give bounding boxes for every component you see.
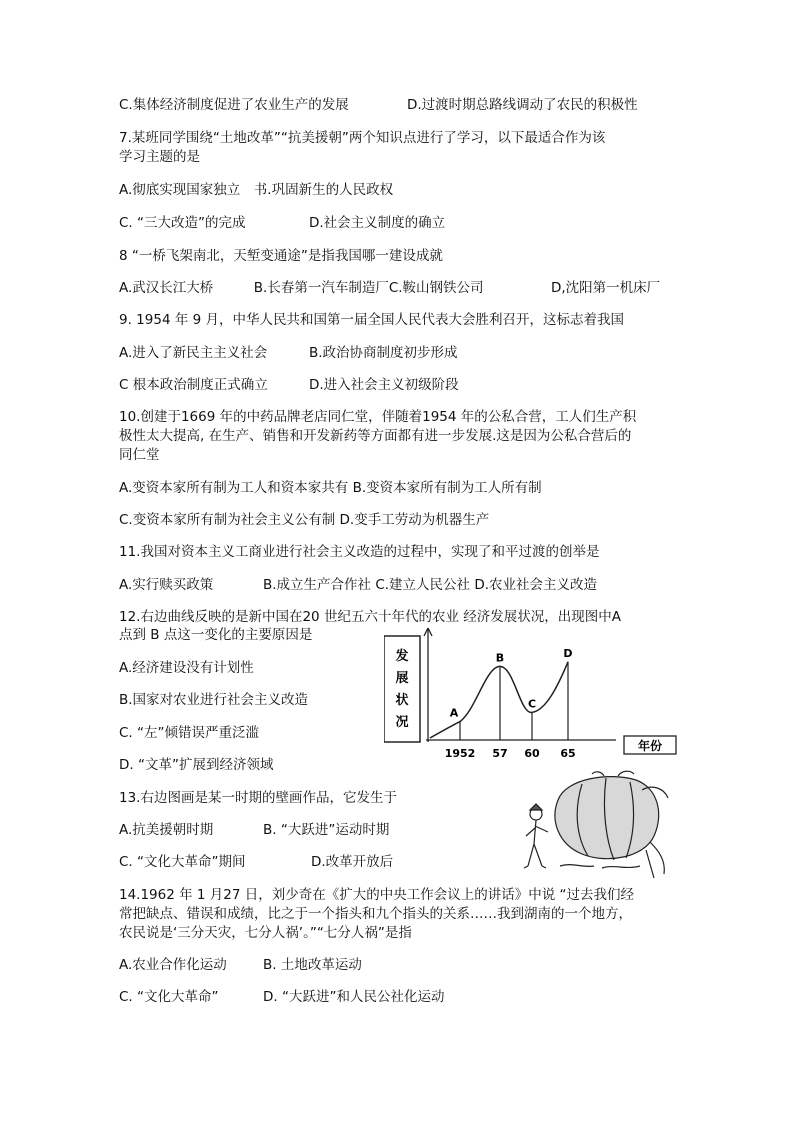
q11-options xyxy=(119,576,598,594)
q8-stem: 8 “一桥飞架南北，天堑变通途”是指我国哪一建设成就 xyxy=(119,248,443,264)
q14-options-cd xyxy=(119,988,445,1006)
tick-label-1952: 1952 xyxy=(444,747,476,760)
ylabel-char-2: 展 xyxy=(395,671,409,686)
q13-options-ab xyxy=(119,821,390,839)
chart-marks xyxy=(445,647,576,760)
farmer-hat xyxy=(530,804,542,810)
q12-stem: 12.右边曲线反映的是新中国在20 世纪五六十年代的农业 经济发展状况，出现图中A xyxy=(119,609,621,625)
q6-options-cd xyxy=(119,96,638,114)
q14-stem-end: 农民说是‘三分天灾，七分人祸’。”“七分人祸”是指 xyxy=(119,925,412,941)
q9-stem: 9. 1954 年 9 月，中华人民共和国第一届全国人民代表大会胜利召开，这标志着我国 xyxy=(119,312,624,328)
point-label-c: C xyxy=(527,697,537,711)
q8-options-abc: A.武汉长江大桥 B.长春第一汽车制造厂C.鞍山钢铁公司 xyxy=(119,280,484,296)
q12-stem-cont: 点到 B 点这一变化的主要原因是 xyxy=(119,627,313,643)
q6-option-d: D.过渡时期总路线调动了农民的积极性 xyxy=(407,97,638,113)
pumpkin-stem-leaves xyxy=(592,771,634,776)
q14-option-d: D. “大跃进”和人民公社化运动 xyxy=(263,989,445,1005)
q9-option-b: B.政治协商制度初步形成 xyxy=(309,345,458,361)
q7-option-c: C. “三大改造”的完成 xyxy=(119,215,246,231)
q10-options-ab: A.变资本家所有制为工人和资本家共有 B.变资本家所有制为工人所有制 xyxy=(119,480,542,496)
q8-options xyxy=(119,279,661,297)
xlabel: 年份 xyxy=(637,739,663,753)
ylabel-char-4: 况 xyxy=(395,715,409,730)
q11-option-a: A.实行赎买政策 xyxy=(119,577,214,593)
development-curve xyxy=(430,662,568,738)
q13-option-b: B. “大跃进”运动时期 xyxy=(263,822,390,838)
q14-stem: 14.1962 年 1 月27 日，刘少奇在《扩大的中央工作会议上的讲话》中说 “过去我们经 xyxy=(119,887,635,903)
ylabel-char-3: 状 xyxy=(395,693,409,708)
tick-label-1965: 65 xyxy=(560,747,576,760)
q10-stem-end: 同仁堂 xyxy=(119,447,160,463)
q14-option-a: A.农业合作化运动 xyxy=(119,957,227,973)
q13-options-cd xyxy=(119,853,394,871)
ground-lines xyxy=(560,865,640,868)
q7-options-cd xyxy=(119,214,446,232)
q11-stem: 11.我国对资本主义工商业进行社会主义改造的过程中，实现了和平过渡的创举是 xyxy=(119,544,600,560)
q7-options-ab: A.彻底实现国家独立 书.巩固新生的人民政权 xyxy=(119,182,394,198)
q12-option-a: A.经济建设没有计划性 xyxy=(119,660,254,676)
tick-label-1960: 60 xyxy=(524,747,540,760)
q13-option-d: D.改革开放后 xyxy=(311,854,394,870)
farmer-body xyxy=(526,820,548,866)
q13-stem: 13.右边图画是某一时期的壁画作品，它发生于 xyxy=(119,790,397,806)
q10-stem-cont: 极性太大提高, 在生产、销售和开发新药等方面都有进一步发展.这是因为公私合营后的 xyxy=(119,428,632,444)
tick-label-1957: 57 xyxy=(492,747,508,760)
q8-option-d: D,沈阳第一机床厂 xyxy=(551,280,661,296)
q6-option-c: C.集体经济制度促进了农业生产的发展 xyxy=(119,97,349,113)
q9-option-a: A.进入了新民主主义社会 xyxy=(119,345,268,361)
point-label-a: A xyxy=(449,706,459,720)
q14-option-c: C. “文化大革命” xyxy=(119,989,219,1005)
mural-drawing xyxy=(522,770,672,882)
point-label-b: B xyxy=(495,651,505,665)
q9-options-ab xyxy=(119,344,458,362)
q11-options-bcd: B.成立生产合作社 C.建立人民公社 D.农业社会主义改造 xyxy=(263,577,598,593)
q9-options-cd xyxy=(119,376,459,394)
q10-options-cd: C.变资本家所有制为社会主义公有制 D.变手工劳动为机器生产 xyxy=(119,512,490,528)
q14-options-ab xyxy=(119,956,362,974)
q12-option-c: C. “左”倾错误严重泛滥 xyxy=(119,725,259,741)
q14-stem-cont: 常把缺点、错误和成绩，比之于一个指头和九个指头的关系……我到湖南的一个地方， xyxy=(119,906,632,922)
q9-option-d: D.进入社会主义初级阶段 xyxy=(309,377,459,393)
q13-option-a: A.抗美援朝时期 xyxy=(119,822,214,838)
farmer-feet xyxy=(524,866,546,868)
agriculture-development-chart xyxy=(384,626,680,764)
q14-option-b: B. 土地改革运动 xyxy=(263,957,362,973)
ylabel-char-1: 发 xyxy=(395,649,409,664)
q9-option-c: C 根本政治制度正式确立 xyxy=(119,377,268,393)
q7-stem: 7.某班同学围绕“土地改革”“抗美援朝”两个知识点进行了学习，以下最适合作为该 xyxy=(119,130,606,146)
q7-option-d: D.社会主义制度的确立 xyxy=(309,215,446,231)
q10-stem: 10.创建于1669 年的中药品牌老店同仁堂，伴随着1954 年的公私合营，工人们生产积 xyxy=(119,409,637,425)
q13-option-c: C. “文化大革命”期间 xyxy=(119,854,246,870)
q7-stem-cont: 学习主题的是 xyxy=(119,149,200,165)
q12-option-b: B.国家对农业进行社会主义改造 xyxy=(119,692,309,708)
point-label-d: D xyxy=(563,646,573,660)
q12-option-d: D. “文革”扩展到经济领域 xyxy=(119,757,274,773)
